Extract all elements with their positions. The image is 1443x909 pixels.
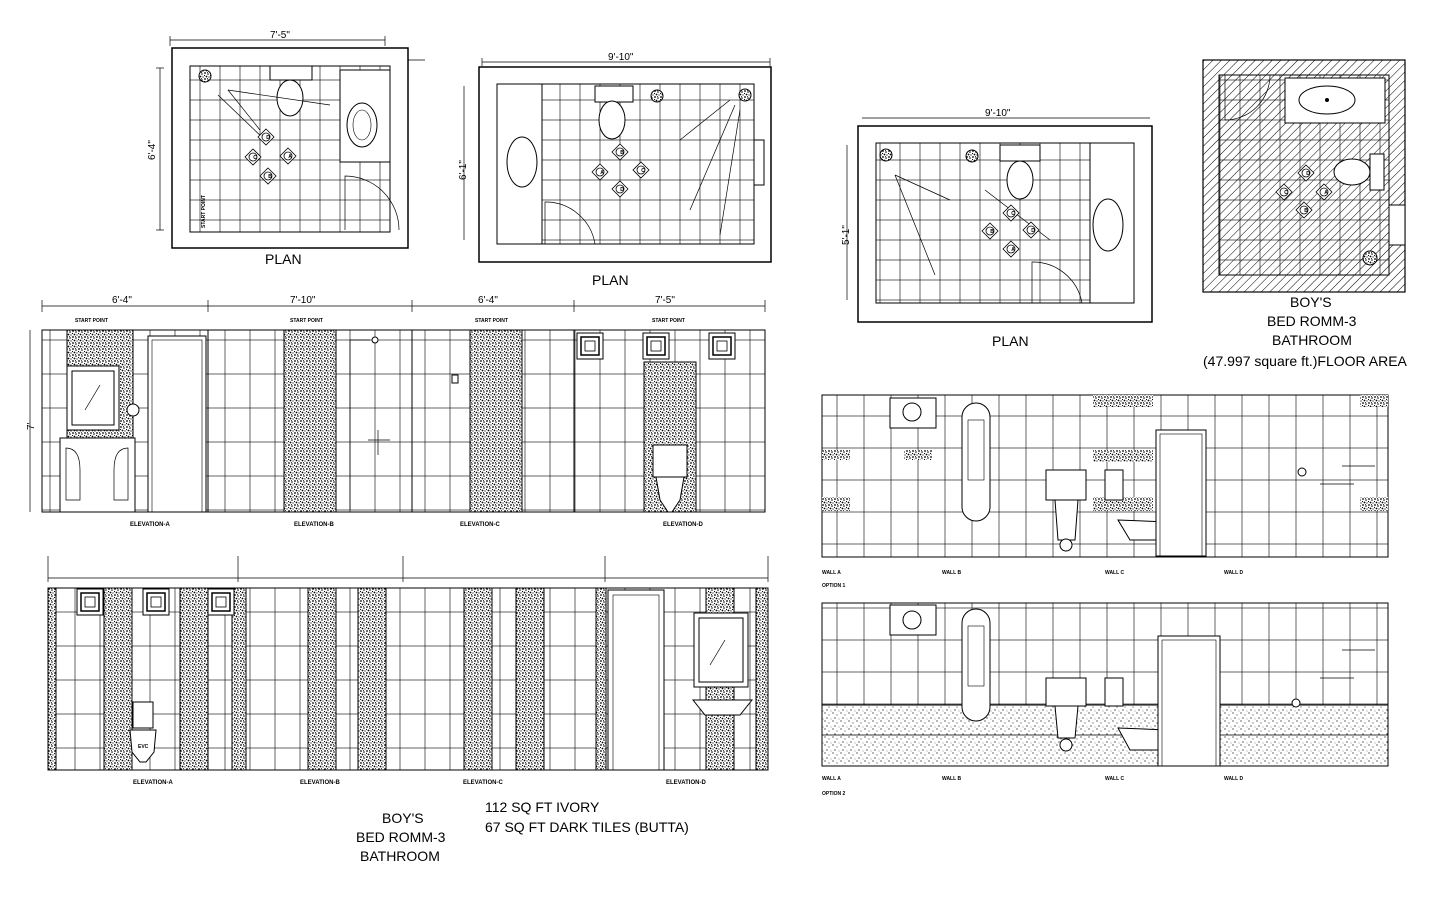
plan2-label: PLAN xyxy=(592,272,629,288)
plan-1 xyxy=(147,30,425,267)
svg-text:WALL C: WALL C xyxy=(1105,570,1125,576)
svg-text:6'-4": 6'-4" xyxy=(112,295,132,306)
dark-tile-note: 67 SQ FT DARK TILES (BUTTA) xyxy=(485,819,689,835)
plan1-height-dim: 6'-4" xyxy=(147,140,158,160)
evc-label: EVC xyxy=(138,744,149,750)
svg-text:ELEVATION-A: ELEVATION-A xyxy=(133,780,173,786)
plan2-width-dim: 9'-10" xyxy=(608,52,634,63)
ivory-tile-note: 112 SQ FT IVORY xyxy=(485,799,600,815)
plan1-width-dim: 7'-5" xyxy=(270,30,290,41)
svg-text:D: D xyxy=(1031,228,1035,234)
plan3-height-dim: 5'-1" xyxy=(841,225,852,245)
elevation-height-dim: 7' xyxy=(26,422,37,430)
right-title-block xyxy=(1203,294,1408,369)
option-2-label: OPTION 2 xyxy=(822,791,846,797)
walls-option-1 xyxy=(822,395,1388,589)
plan1-start-point: START POINT xyxy=(201,195,207,228)
floor-area-label: (47.997 square ft.)FLOOR AREA xyxy=(1203,353,1407,369)
svg-text:START POINT: START POINT xyxy=(290,318,323,324)
svg-text:WALL B: WALL B xyxy=(942,776,962,782)
svg-text:C: C xyxy=(1011,211,1015,217)
svg-text:WALL D: WALL D xyxy=(1224,776,1244,782)
elevations-top xyxy=(26,295,765,528)
svg-text:WALL D: WALL D xyxy=(1224,570,1244,576)
svg-text:6'-4": 6'-4" xyxy=(478,295,498,306)
svg-text:WALL A: WALL A xyxy=(822,776,841,782)
elevation-a-label: ELEVATION-A xyxy=(130,522,170,528)
svg-text:BED ROMM-3: BED ROMM-3 xyxy=(356,829,446,845)
svg-text:D: D xyxy=(620,187,624,193)
svg-text:START POINT: START POINT xyxy=(652,318,685,324)
svg-text:ELEVATION-C: ELEVATION-C xyxy=(463,780,503,786)
right-title-line1: BOY'S xyxy=(1290,294,1332,310)
elevation-d-label: ELEVATION-D xyxy=(663,522,703,528)
svg-text:C: C xyxy=(641,168,645,174)
svg-text:C: C xyxy=(1284,190,1288,196)
walls-option-2 xyxy=(822,603,1388,797)
plan-4 xyxy=(1203,60,1405,292)
svg-text:D: D xyxy=(266,135,270,141)
svg-text:BOY'S: BOY'S xyxy=(382,810,424,826)
svg-text:WALL B: WALL B xyxy=(942,570,962,576)
svg-text:B: B xyxy=(990,229,994,235)
svg-text:WALL A: WALL A xyxy=(822,570,841,576)
svg-text:ELEVATION-B: ELEVATION-B xyxy=(300,780,340,786)
svg-text:B: B xyxy=(1304,208,1308,214)
elevation-b-label: ELEVATION-B xyxy=(294,522,334,528)
svg-text:WALL C: WALL C xyxy=(1105,776,1125,782)
elevation-c-label: ELEVATION-C xyxy=(460,522,500,528)
plan1-label: PLAN xyxy=(265,251,302,267)
plan-2 xyxy=(458,52,771,288)
right-title-line2: BED ROMM-3 xyxy=(1267,313,1357,329)
svg-text:C: C xyxy=(253,155,257,161)
svg-text:7'-5": 7'-5" xyxy=(655,295,675,306)
right-title-line3: BATHROOM xyxy=(1272,332,1352,348)
bottom-title-block xyxy=(356,810,446,864)
svg-text:B: B xyxy=(268,174,272,180)
svg-text:B: B xyxy=(620,150,624,156)
svg-text:START POINT: START POINT xyxy=(75,318,108,324)
elevations-bottom xyxy=(48,556,768,786)
svg-text:A: A xyxy=(600,170,604,176)
svg-text:ELEVATION-D: ELEVATION-D xyxy=(666,780,706,786)
svg-text:A: A xyxy=(1011,247,1015,253)
svg-text:A: A xyxy=(1324,190,1328,196)
svg-text:A: A xyxy=(288,154,292,160)
svg-text:START POINT: START POINT xyxy=(475,318,508,324)
svg-text:BATHROOM: BATHROOM xyxy=(360,848,440,864)
plan3-width-dim: 9'-10" xyxy=(985,108,1011,119)
tile-notes xyxy=(485,799,689,835)
svg-text:7'-10": 7'-10" xyxy=(290,295,316,306)
svg-text:D: D xyxy=(1306,171,1310,177)
plan-3 xyxy=(841,108,1152,349)
option-1-label: OPTION 1 xyxy=(822,583,846,589)
plan3-label: PLAN xyxy=(992,333,1029,349)
plan2-height-dim: 6'-1" xyxy=(458,160,469,180)
